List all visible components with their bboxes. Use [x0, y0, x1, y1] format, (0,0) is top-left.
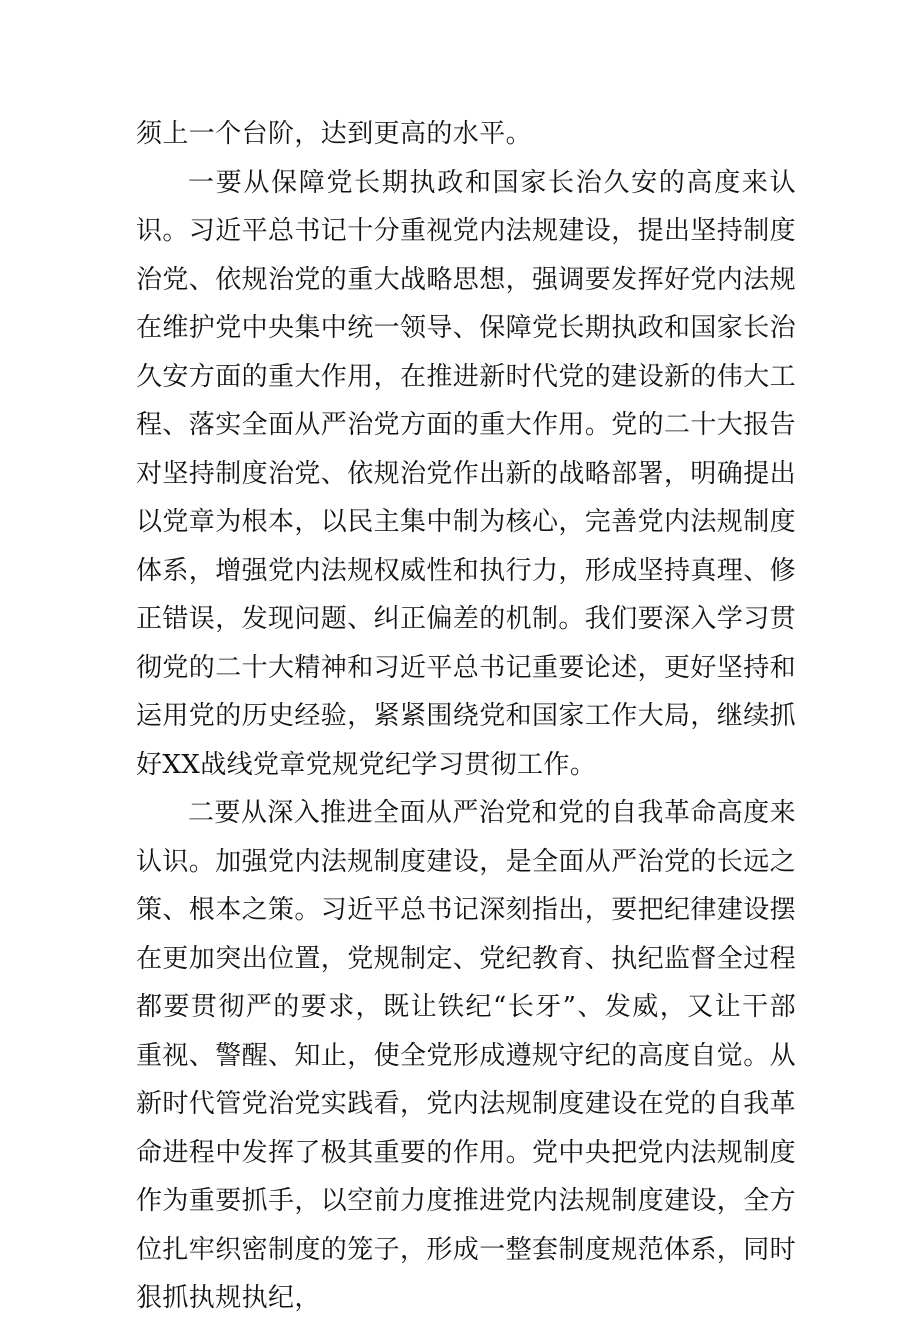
paragraph-continuation: 须上一个台阶，达到更高的水平。 — [136, 119, 533, 149]
document-body — [136, 110, 796, 1323]
paragraph-first-point: 一要从保障党长期执政和国家长治久安的高度来认识。习近平总书记十分重视党内法规建设，提出坚持制度治党、依规治党的重大战略思想，强调要发挥好党内法规在维护党中央集中统一领导、保障党长期执政和国家长治久安方面的重大作用，在推进新时代党的建设新的伟大工程、落实全面从严治党方面的重大作用。党的二十大报告对坚持制度治党、依规治党作出新的战略部署，明确提出以党章为根本，以民主集中制为核心，完善党内法规制度体系，增强党内法规权威性和执行力，形成坚持真理、修正错误，发现问题、纠正偏差的机制。我们要深入学习贯彻党的二十大精神和习近平总书记重要论述，更好坚持和运用党的历史经验，紧紧围绕党和国家工作大局，继续抓好XX战线党章党规党纪学习贯彻工作。 — [136, 167, 797, 780]
paragraph-second-point: 二要从深入推进全面从严治党和党的自我革命高度来认识。加强党内法规制度建设，是全面从严治党的长远之策、根本之策。习近平总书记深刻指出，要把纪律建设摆在更加突出位置，党规制定、党纪教育、执纪监督全过程都要贯彻严的要求，既让铁纪“长牙”、发威，又让干部重视、警醒、知止，使全党形成遵规守纪的高度自觉。从新时代管党治党实践看，党内法规制度建设在党的自我革命进程中发挥了极其重要的作用。党中央把党内法规制度作为重要抓手，以空前力度推进党内法规制度建设，全方位扎牢织密制度的笼子，形成一整套制度规范体系，同时狠抓执规执纪， — [136, 798, 797, 1313]
